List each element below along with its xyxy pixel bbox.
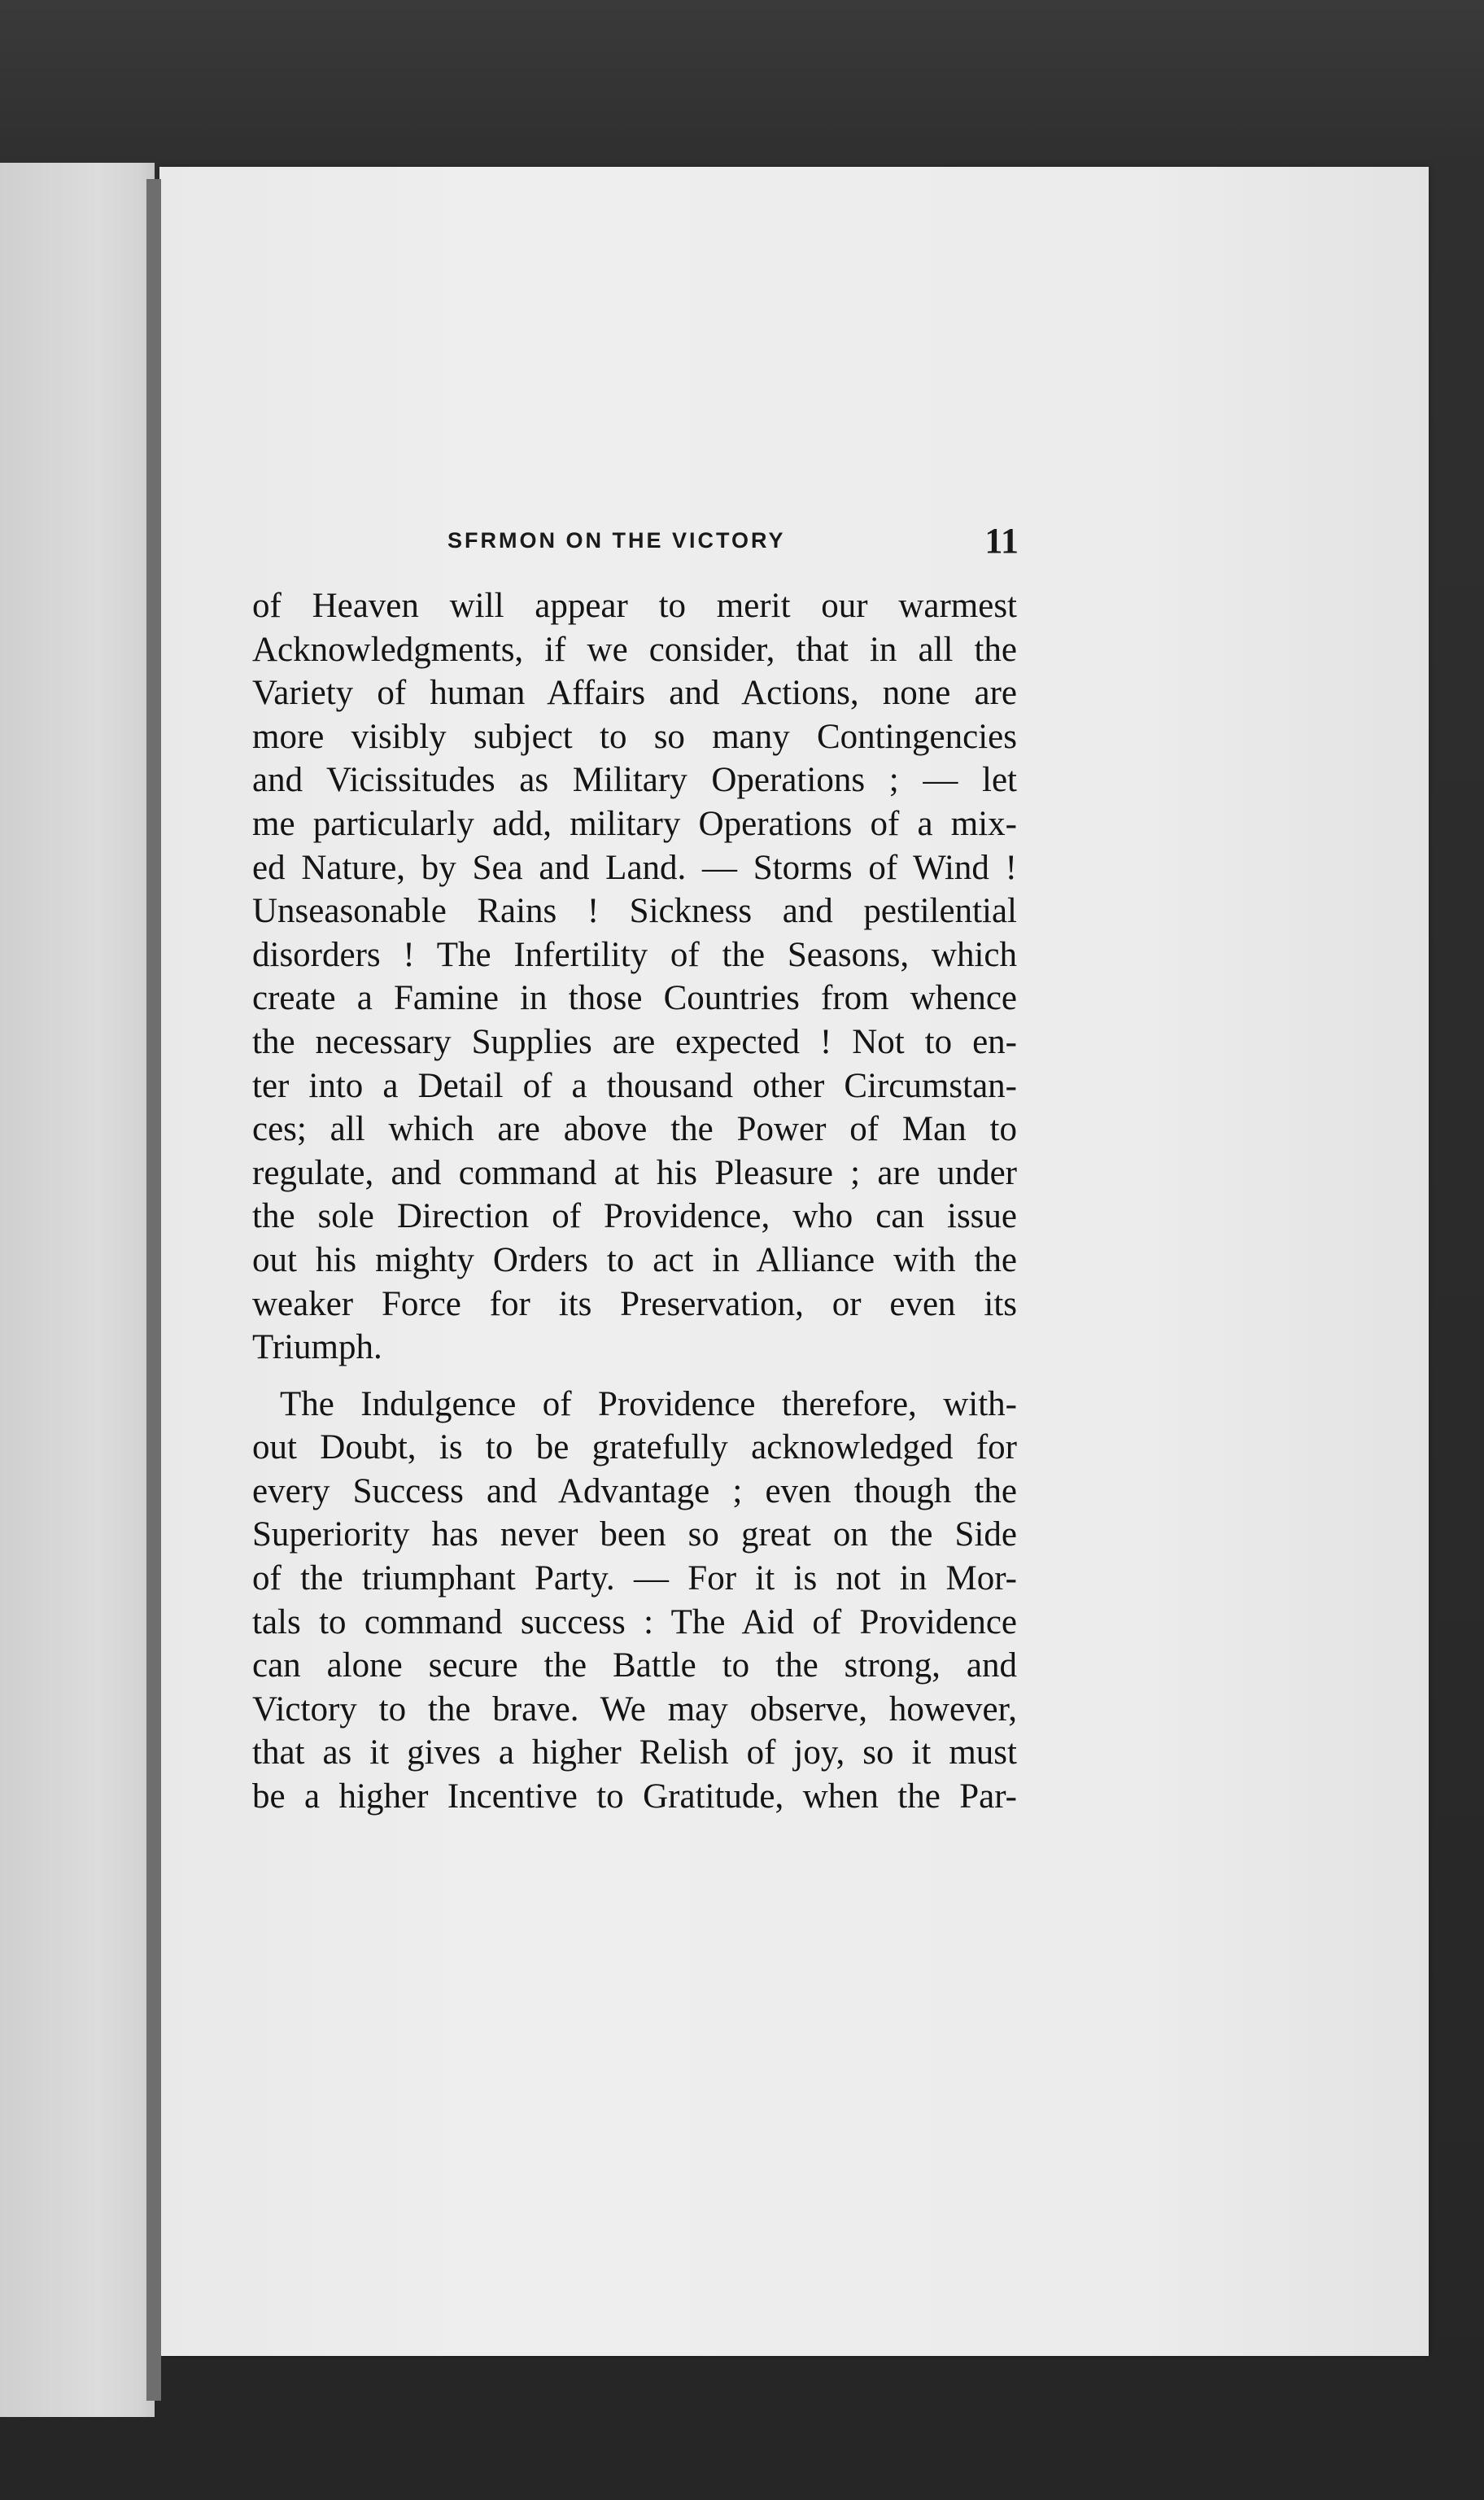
text-line: the sole Direction of Providence, who can issue [252,1197,1017,1236]
text-line: of the triumphant Party. — For it is not in Mor- [252,1559,1017,1598]
text-line: more visibly subject to so many Contingencies [252,717,1017,756]
text-line: and Vicissitudes as Military Operations ; — let [252,761,1017,800]
text-line: every Success and Advantage ; even though the [252,1471,1017,1510]
text-line: be a higher Incentive to Gratitude, when the Par- [252,1777,1017,1816]
text-line: tals to command success : The Aid of Providence [252,1602,1017,1641]
text-line: disorders ! The Infertility of the Seasons, which [252,935,1017,974]
text-line: that as it gives a higher Relish of joy, so it must [252,1733,1017,1772]
page-header [260,521,1025,566]
text-line: me particularly add, military Operations of a mix- [252,804,1017,843]
text-line: the necessary Supplies are expected ! Not to en- [252,1022,1017,1061]
paragraph-gap [252,1370,1017,1383]
text-line: out Doubt, is to be gratefully acknowledged for [252,1428,1017,1467]
text-line: regulate, and command at his Pleasure ; are under [252,1153,1017,1192]
facing-page-edge [0,163,155,2417]
text-line: weaker Force for its Preservation, or even its [252,1284,1017,1323]
page-gutter-shadow [146,179,161,2401]
text-line: Acknowledgments, if we consider, that in all the [252,630,1017,669]
text-line: Superiority has never been so great on the Side [252,1515,1017,1554]
text-line: ed Nature, by Sea and Land. — Storms of Wind ! [252,848,1017,887]
running-title: SFRMON ON THE VICTORY [447,528,786,553]
text-line: Variety of human Affairs and Actions, none are [252,674,1017,713]
paragraph [252,584,1017,1370]
text-line: Triumph. [252,1328,382,1367]
paragraph [252,1383,1017,1819]
body-text [252,584,1017,1819]
text-line: Unseasonable Rains ! Sickness and pestilential [252,892,1017,931]
text-line: ter into a Detail of a thousand other Circumstan- [252,1066,1017,1105]
text-line: can alone secure the Battle to the strong, and [252,1646,1017,1685]
text-line: create a Famine in those Countries from whence [252,979,1017,1018]
text-line: ces; all which are above the Power of Man to [252,1110,1017,1149]
text-line: out his mighty Orders to act in Alliance with the [252,1240,1017,1279]
text-line: The Indulgence of Providence therefore, with- [280,1384,1017,1423]
text-line: of Heaven will appear to merit our warmest [252,587,1017,625]
page-number: 11 [984,521,1019,561]
text-line: Victory to the brave. We may observe, however, [252,1689,1017,1729]
